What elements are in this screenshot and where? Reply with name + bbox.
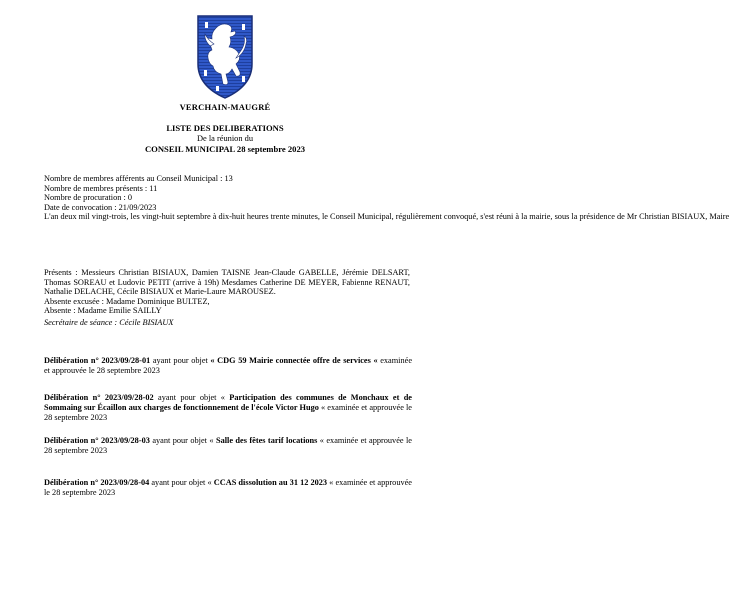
absent-members: Absente : Madame Emilie SAILLY [44,306,162,316]
deliberation-subject: CCAS dissolution au 31 12 2023 [213,478,328,487]
present-members: Présents : Messieurs Christian BISIAUX, Damien TAISNE Jean-Claude GABELLE, Jérémie DELSART, Thomas SOREAU et Ludovic PETIT (arrive à 19h) Mesdames Catherine DE MEYER, Fabienne RENAUT, Nathalie DELACHE, Cécile BISIAUX et Marie-Laure MAROUSEZ. [44,268,410,297]
deliberation-subject: Salle des fêtes tarif locations [215,436,318,445]
deliberation-intro: ayant pour objet « [149,478,214,487]
deliberation-outcome: « examinée et approuvée le 28 septembre 2023 [44,403,412,422]
attendance [44,268,410,316]
deliberation-item [44,436,412,456]
meeting-info [44,174,729,222]
town-coat-of-arms-icon [196,14,254,100]
deliberation-label: Délibération n° 2023/09/28-02 [44,393,154,402]
members-present: Nombre de membres présents : 11 [44,183,158,193]
council-meeting-title: CONSEIL MUNICIPAL 28 septembre 2023 [144,144,306,154]
document-subtitle: De la réunion du [196,134,254,143]
deliberation-subject: « CDG 59 Mairie connectée offre de services « [210,356,378,365]
deliberation-intro: ayant pour objet « [149,436,216,445]
deliberation-intro: ayant pour objet [150,356,211,365]
members-total: Nombre de membres afférents au Conseil Municipal : 13 [44,174,233,183]
deliberation-label: Délibération n° 2023/09/28-04 [44,478,150,487]
convocation-date: Date de convocation : 21/09/2023 [44,202,157,212]
session-secretary: Secrétaire de séance : Cécile BISIAUX [44,318,174,327]
town-name: VERCHAIN-MAUGRÉ [179,102,271,112]
deliberation-item [44,393,412,423]
deliberation-outcome: « examinée et approuvée le 28 septembre 2023 [44,436,412,455]
opening-statement: L'an deux mil vingt-trois, les vingt-huit septembre à dix-huit heures trente minutes, le Conseil Municipal, régulièrement convoqué, s'est réuni à la mairie, sous la présidence de Mr Christian BISIAUX, Maire [44,212,729,222]
proxies-count: Nombre de procuration : 0 [44,193,133,203]
deliberation-item [44,356,412,376]
deliberation-subject: Participation des communes de Monchaux et de Sommaing sur Écaillon aux charges de fonctionnement de l'école Victor Hugo [44,393,412,412]
deliberation-item [44,478,412,498]
deliberation-label: Délibération n° 2023/09/28-03 [44,436,150,445]
excused-members: Absente excusée : Madame Dominique BULTEZ, [44,296,210,306]
deliberation-outcome: examinée et approuvée le 28 septembre 2023 [44,356,412,375]
deliberation-label: Délibération n° 2023/09/28-01 [44,356,151,365]
document-title: LISTE DES DELIBERATIONS [166,123,284,133]
deliberation-outcome: « examinée et approuvée le 28 septembre 2023 [44,478,412,497]
deliberation-intro: ayant pour objet « [153,393,230,402]
